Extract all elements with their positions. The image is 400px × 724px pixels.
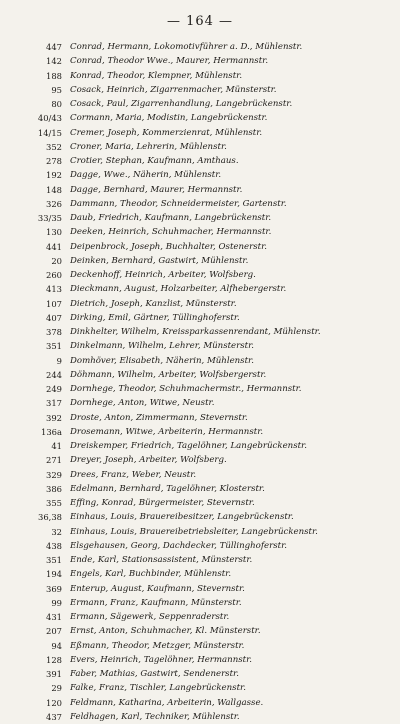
house-number: 9 [56,355,62,366]
directory-entry [0,439,400,453]
entry-text: Deipenbrock, Joseph, Buchhalter, Ostenerstr. [70,241,267,252]
directory-entry [0,282,400,296]
entry-text: Dinkelmann, Wilhelm, Lehrer, Münsterstr. [70,341,255,352]
directory-entry [0,468,400,482]
entry-text: Faber, Mathias, Gastwirt, Sendenerstr. [70,669,239,679]
house-number: 20 [51,255,62,266]
directory-entry [0,40,400,54]
house-number: 194 [46,569,62,580]
house-number: 32 [51,526,62,537]
directory-entry [0,54,400,68]
house-number: 271 [46,455,62,466]
house-number: 447 [46,42,62,52]
entry-text: Enterup, August, Kaufmann, Stevernstr. [70,583,245,594]
directory-entry [0,553,400,567]
entry-text: Drees, Franz, Weber, Neustr. [70,469,197,480]
house-number: 41 [51,441,62,451]
directory-entry [0,168,400,182]
directory-entry [0,325,400,339]
house-number: 413 [46,284,62,295]
directory-entry [0,197,400,211]
house-number: 120 [46,697,62,708]
directory-entry [0,496,400,510]
entry-text: Dornhege, Theodor, Schuhmachermstr., Hermannstr. [70,384,302,394]
house-number: 136a [41,426,62,437]
house-number: 80 [51,99,62,109]
directory-entry [0,396,400,410]
house-number: 142 [46,56,62,67]
house-number: 14/15 [37,127,62,138]
house-number: 351 [46,341,62,352]
directory-entry [0,539,400,553]
directory-entry [0,240,400,254]
entry-text: Dagge, Wwe., Näherin, Mühlenstr. [70,170,222,181]
house-number: 128 [46,654,62,665]
directory-entry [0,183,400,197]
directory-entry [0,339,400,353]
entry-text: Ermann, Sägewerk, Seppenraderstr. [70,612,230,622]
entry-text: Effing, Konrad, Bürgermeister, Stevernstr. [70,498,255,508]
entry-text: Drosemann, Witwe, Arbeiterin, Hermannstr. [70,426,264,437]
entry-text: Dieckmann, August, Holzarbeiter, Alfhebergerstr. [70,284,287,295]
entry-text: Dreyer, Joseph, Arbeiter, Wolfsberg. [70,455,227,466]
house-number: 391 [46,669,62,679]
directory-entry [0,610,400,624]
entry-text: Crotier, Stephan, Kaufmann, Amthaus. [70,156,239,166]
directory-entry [0,111,400,125]
directory-entry [0,297,400,311]
entry-text: Conrad, Hermann, Lokomotivführer a. D., Mühlenstr. [70,42,303,52]
directory-entry [0,582,400,596]
entry-text: Ernst, Anton, Schuhmacher, Kl. Münsterstr. [70,626,261,637]
entry-text: Feldmann, Katharina, Arbeiterin, Wallgasse. [70,697,264,708]
directory-entry [0,211,400,225]
directory-entry [0,596,400,610]
house-number: 378 [46,327,62,337]
house-number: 329 [46,469,62,480]
house-number: 36,38 [38,512,62,523]
house-number: 40/43 [37,113,62,124]
directory-entry [0,653,400,667]
directory-entry [0,126,400,140]
directory-entry [0,453,400,467]
directory-entry [0,710,400,724]
directory-entry [0,225,400,239]
house-number: 260 [46,270,62,280]
directory-entry [0,140,400,154]
entry-text: Edelmann, Bernhard, Tagelöhner, Klosterstr. [70,483,265,494]
entry-text: Ermann, Franz, Kaufmann, Münsterstr. [70,597,242,608]
entry-text: Döhmann, Wilhelm, Arbeiter, Wolfsbergerstr. [70,369,267,380]
house-number: 278 [46,156,62,166]
entry-text: Cremer, Joseph, Kommerzienrat, Mühlenstr. [70,127,263,138]
directory-entry [0,425,400,439]
house-number: 107 [46,298,62,309]
entry-text: Dinkhelter, Wilhelm, Kreissparkassenrendant, Mühlenstr. [70,327,321,337]
entry-text: Ende, Karl, Stationsassistent, Münsterstr. [70,555,253,565]
entry-text: Evers, Heinrich, Tagelöhner, Hermannstr. [70,654,252,665]
directory-entry [0,311,400,325]
entry-text: Feldhagen, Karl, Techniker, Mühlenstr. [70,711,240,722]
directory-entry [0,154,400,168]
directory-entry [0,83,400,97]
house-number: 192 [46,170,62,181]
house-number: 431 [46,612,62,622]
house-number: 352 [46,141,62,152]
directory-entry [0,696,400,710]
entry-text: Einhaus, Louis, Brauereibesitzer, Langebrückenstr. [70,512,294,523]
directory-entry [0,382,400,396]
house-number: 326 [46,198,62,209]
entry-text: Eßmann, Theodor, Metzger, Münsterstr. [70,640,245,651]
entry-text: Elsgehausen, Georg, Dachdecker, Tüllinghoferstr. [70,540,287,551]
house-number: 94 [51,640,62,651]
entry-text: Croner, Maria, Lehrerin, Mühlenstr. [70,141,227,152]
entry-text: Deckenhoff, Heinrich, Arbeiter, Wolfsberg. [70,270,256,280]
directory-entry [0,624,400,638]
entry-text: Engels, Karl, Buchbinder, Mühlenstr. [70,569,232,580]
house-number: 355 [46,498,62,508]
house-number: 188 [46,70,62,81]
entry-text: Deinken, Bernhard, Gastwirt, Mühlenstr. [70,255,249,266]
directory-entry [0,97,400,111]
house-number: 386 [46,483,62,494]
entry-text: Konrad, Theodor, Klempner, Mühlenstr. [70,70,243,81]
house-number: 130 [46,227,62,238]
entry-text: Dagge, Bernhard, Maurer, Hermannstr. [70,184,243,195]
house-number: 207 [46,626,62,637]
entry-text: Dammann, Theodor, Schneidermeister, Gartenstr. [70,198,287,209]
entry-text: Dietrich, Joseph, Kanzlist, Münsterstr. [70,298,237,309]
entry-list [0,40,400,724]
entry-text: Cormann, Maria, Modistin, Langebrückenstr. [70,113,268,124]
entry-text: Cosack, Heinrich, Zigarrenmacher, Münsterstr. [70,84,277,95]
directory-entry [0,525,400,539]
entry-text: Falke, Franz, Tischler, Langebrückenstr. [70,683,246,694]
directory-entry [0,268,400,282]
house-number: 351 [46,555,62,565]
directory-entry [0,510,400,524]
house-number: 244 [46,369,62,380]
house-number: 441 [46,241,62,252]
directory-entry [0,681,400,695]
directory-entry [0,667,400,681]
house-number: 249 [46,384,62,394]
house-number: 369 [46,583,62,594]
entry-text: Domhöver, Elisabeth, Näherin, Mühlenstr. [70,355,254,366]
entry-text: Daub, Friedrich, Kaufmann, Langebrückenstr. [70,213,272,223]
house-number: 437 [46,711,62,722]
directory-entry [0,639,400,653]
entry-text: Cosack, Paul, Zigarrenhandlung, Langebrückenstr. [70,99,293,109]
directory-entry [0,411,400,425]
directory-entry [0,482,400,496]
directory-entry [0,354,400,368]
entry-text: Dornhege, Anton, Witwe, Neustr. [70,398,215,409]
house-number: 33/35 [37,213,62,223]
directory-entry [0,254,400,268]
directory-entry [0,567,400,581]
directory-entry [0,69,400,83]
entry-text: Conrad, Theodor Wwe., Maurer, Hermannstr. [70,56,269,67]
page-number: — 164 — [166,14,234,29]
house-number: 95 [51,84,62,95]
entry-text: Dirking, Emil, Gärtner, Tüllinghoferstr. [70,312,240,323]
directory-entry [0,368,400,382]
entry-text: Deeken, Heinrich, Schuhmacher, Hermannstr. [70,227,272,238]
entry-text: Dreiskemper, Friedrich, Tagelöhner, Langebrückenstr. [70,441,307,451]
house-number: 148 [46,184,62,195]
house-number: 407 [46,312,62,323]
house-number: 317 [46,398,62,409]
entry-text: Einhaus, Louis, Brauereibetriebsleiter, Langebrückenstr. [70,526,318,537]
house-number: 392 [46,412,62,423]
entry-text: Droste, Anton, Zimmermann, Stevernstr. [70,412,248,423]
house-number: 29 [51,683,62,694]
house-number: 438 [46,540,62,551]
house-number: 99 [51,597,62,608]
